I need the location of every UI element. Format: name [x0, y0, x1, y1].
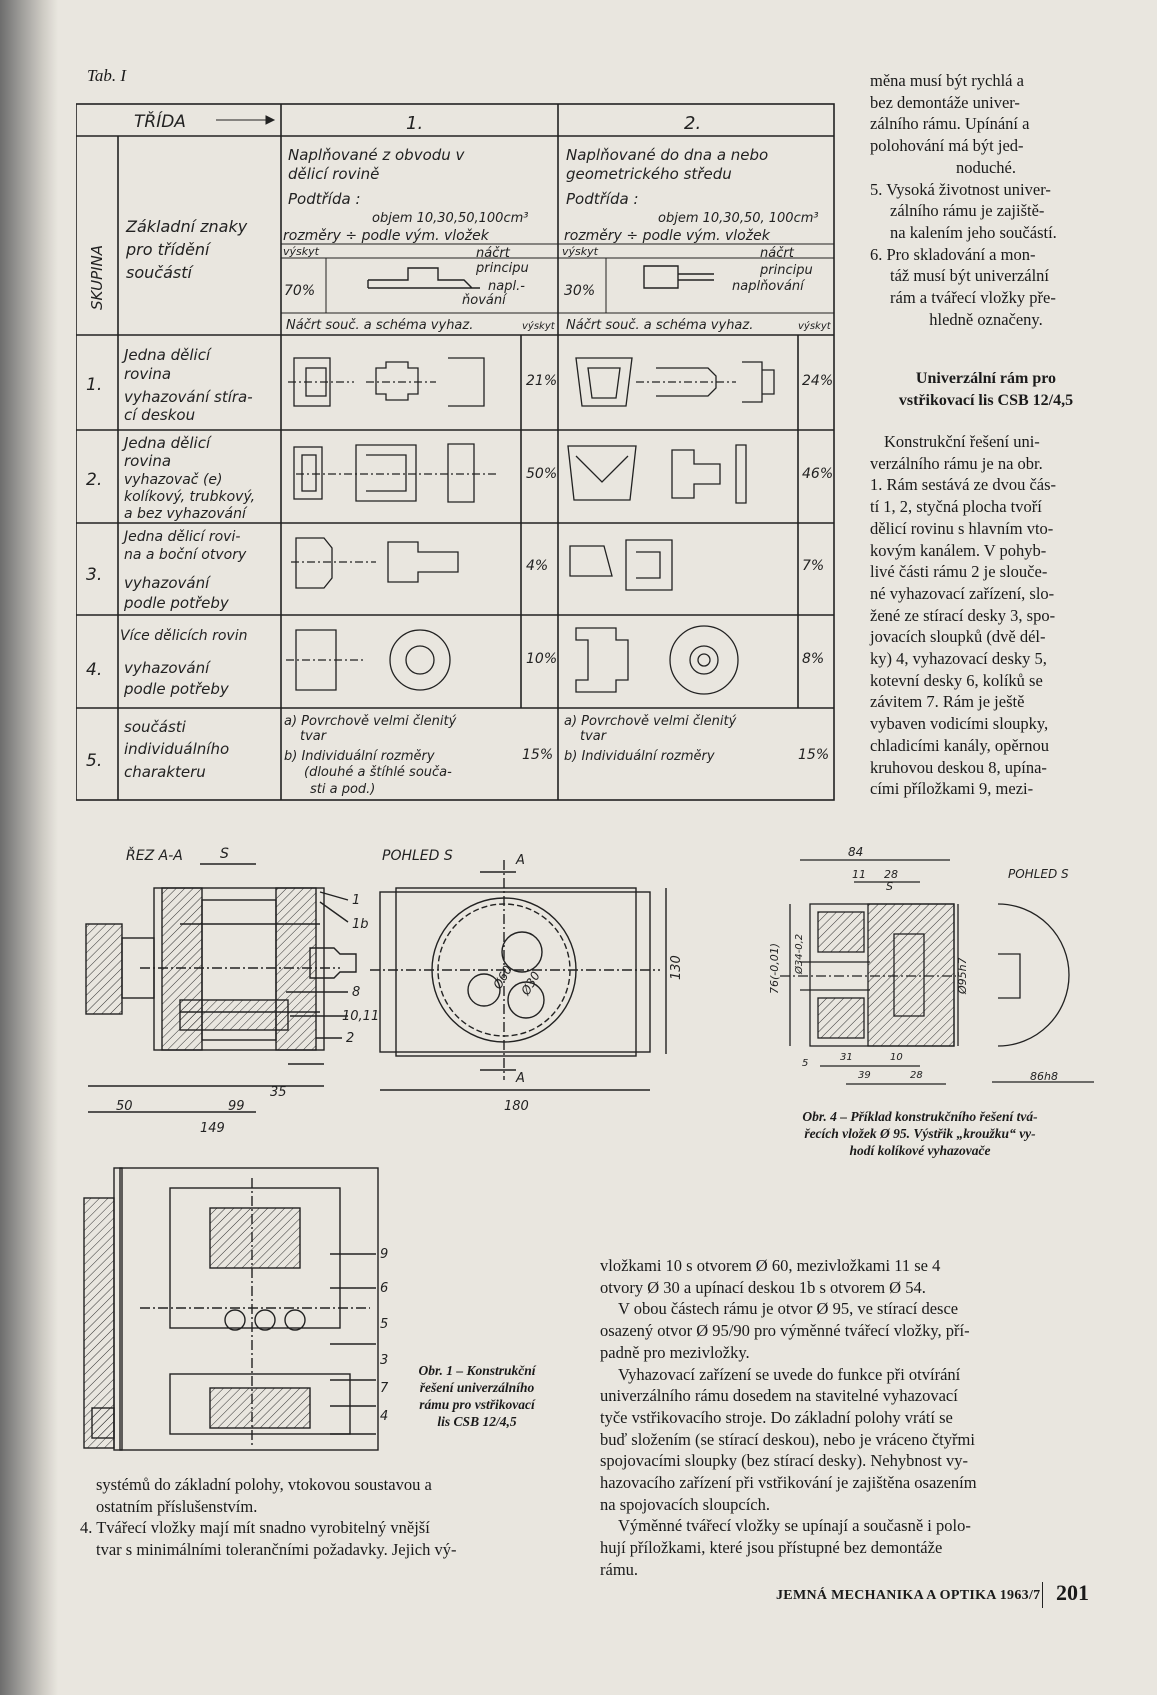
text-line: kovým kanálem. V pohyb- [870, 540, 1047, 560]
text-line: systémů do základní polohy, vtokovou soustavou a [96, 1475, 432, 1494]
row1-t3: vyhazování stíra- [124, 388, 253, 406]
fig4-dim-5: 5 [802, 1058, 809, 1069]
row5-c1-1: a) Povrchově velmi členitý [284, 714, 457, 729]
fig4-dim-11: 11 [852, 868, 866, 881]
footer-divider [1042, 1582, 1043, 1608]
text-line: jovacích sloupků (dvě dél- [870, 627, 1046, 647]
bottom-left-text [80, 1474, 572, 1561]
text-line: vložkami 10 s otvorem Ø 60, mezivložkami 11 se 4 [600, 1256, 941, 1275]
text-line: livé části rámu 2 je slouče- [870, 562, 1048, 582]
fig4-dim-s: S [886, 880, 893, 893]
fig1-label-8: 8 [352, 985, 361, 1000]
row5-c1-3: b) Individuální rozměry [284, 749, 435, 764]
c1-nacrt-souc: Náčrt souč. a schéma vyhaz. [286, 318, 474, 333]
section-heading [862, 368, 1110, 411]
text-line: tí 1, 2, styčná plocha tvoří [870, 497, 1042, 517]
row4-p2: 8% [802, 651, 825, 667]
fig4-dim-31: 31 [840, 1052, 853, 1063]
text-line: žené ze stírací desky 3, spo- [870, 605, 1056, 625]
text-line: závitem 7. Rám je ještě [870, 692, 1025, 712]
text-line: otvory Ø 30 a upínací deskou 1b s otvorem Ø 54. [600, 1277, 926, 1297]
journal-footer: JEMNÁ MECHANIKA A OPTIKA 1963/7 [776, 1588, 1041, 1603]
fig1-label-1b: 1b [352, 917, 369, 932]
c1-rozmery: rozměry ÷ podle vým. vložek [283, 228, 489, 244]
row2-p1: 50% [526, 466, 558, 482]
fig1-label-9: 9 [380, 1247, 389, 1262]
row5-t1: součásti [124, 718, 186, 736]
caption-line: hodí kolíkové vyhazovače [849, 1143, 991, 1158]
fig1-dim-130: 130 [669, 955, 684, 980]
fig1-dim-d60: Ø60 [490, 963, 515, 992]
fig1-label-7: 7 [380, 1381, 389, 1396]
header-col-2: 2. [684, 113, 702, 134]
text-line: spojovacími sloupky (bez stírací desky). Nehybnost vy- [600, 1451, 968, 1471]
row1-t2: rovina [124, 365, 172, 383]
row4-p1: 10% [526, 651, 558, 667]
text-line: hledně označeny. [929, 309, 1043, 329]
fig4-pohled: POHLED S [1008, 867, 1069, 881]
caption-line: Obr. 1 – Konstrukční [418, 1363, 536, 1378]
row1-p1: 21% [526, 373, 558, 389]
fig1-dim-50: 50 [116, 1099, 133, 1114]
c1-vyskyt-short: výskyt [522, 321, 555, 332]
c1-vyskyt: výskyt [283, 245, 319, 258]
row5-t2: individuálního [124, 740, 230, 758]
caption-line: rámu pro vstřikovací [419, 1397, 535, 1412]
right-col-para [870, 431, 1102, 800]
c2-rozmery: rozměry ÷ podle vým. vložek [564, 228, 770, 244]
bottom-right-text [600, 1255, 1092, 1581]
text-line: padně pro mezivložky. [600, 1342, 750, 1362]
row3-p2: 7% [802, 558, 825, 574]
c1-desc-2: dělicí rovině [288, 165, 380, 183]
row5-c2-3: b) Individuální rozměry [564, 749, 715, 764]
fig1-label-6: 6 [380, 1281, 389, 1296]
c1-podtrida: Podtřída : [288, 190, 361, 208]
text-line: na spojovacích sloupcích. [600, 1494, 770, 1514]
row-sketches [286, 358, 774, 694]
c1-nacrt-3: napl.- [488, 279, 525, 294]
row3-t3: vyhazování [124, 574, 210, 592]
text-line: na kalením jeho součástí. [890, 222, 1057, 242]
fig4-caption [745, 1108, 1095, 1159]
heading-line: Univerzální rám pro [915, 370, 1057, 387]
row2-t4: kolíkový, trubkový, [124, 489, 256, 505]
row1-num: 1. [86, 375, 103, 395]
text-line: noduché. [955, 157, 1017, 177]
row4-t2: vyhazování [124, 659, 210, 677]
text-line: kotevní desky 6, kolíků se [870, 670, 1043, 690]
c1-nacrt-4: ňování [462, 293, 506, 308]
fig1-pohled-label: POHLED S [382, 848, 453, 864]
fig4-dim-76: 76(-0,01) [768, 942, 781, 994]
fig4-dim-d95: Ø95h7 [956, 957, 969, 994]
fig4-dim-28: 28 [884, 868, 898, 881]
c2-podtrida: Podtřída : [566, 190, 639, 208]
text-line: tvar s minimálními tolerančními požadavky. Jejich vý- [96, 1540, 457, 1560]
text-line: hují příložkami, které jsou přístupné bez demontáže [600, 1538, 943, 1558]
c2-nacrt-3: naplňování [732, 279, 804, 294]
row5-c1-5: sti a pod.) [310, 782, 376, 797]
text-line: V obou částech rámu je otvor Ø 95, ve stírací desce [618, 1299, 959, 1319]
header-skupina: SKUPINA [88, 244, 106, 310]
row5-t3: charakteru [124, 763, 206, 781]
table-label: Tab. I [87, 66, 127, 85]
text-line: Výměnné tvářecí vložky se upínají a současně i polo- [618, 1516, 971, 1536]
criteria-line-1: Základní znaky [126, 217, 248, 236]
fig1-dim-35: 35 [270, 1085, 287, 1100]
c2-desc-1: Naplňované do dna a nebo [566, 146, 769, 164]
row4-t3: podle potřeby [124, 680, 229, 698]
row3-t1: Jedna dělicí rovi- [124, 529, 241, 545]
fig1-drawing-top [80, 840, 700, 1140]
text-line: táž musí být univerzální [890, 266, 1049, 286]
c2-desc-2: geometrického středu [566, 165, 732, 183]
header-col-1: 1. [406, 113, 424, 134]
fig1-label-10-11: 10,11 [342, 1009, 380, 1024]
heading-line: vstřikovací lis CSB 12/4,5 [898, 391, 1074, 409]
text-line: tyče vstřikovacího stroje. Do základní polohy vrátí se [600, 1407, 953, 1427]
row5-num: 5. [86, 751, 103, 771]
text-line: polohování má být jed- [870, 136, 1024, 156]
fig4-dim-28b: 28 [910, 1070, 923, 1081]
text-line: buď složením (se stírací deskou), nebo je vráceno čtyřmi [600, 1429, 975, 1449]
text-line: kruhovou deskou 8, upína- [870, 757, 1047, 777]
fig1-dim-99: 99 [228, 1099, 245, 1114]
fig1-a-top: A [516, 853, 525, 868]
text-line: 1. Rám sestává ze dvou čás- [870, 475, 1057, 495]
text-line: cími příložkami 9, mezi- [870, 779, 1034, 799]
text-line: bez demontáže univer- [870, 92, 1020, 112]
row2-t3: vyhazovač (e) [124, 472, 223, 488]
list-item-5: 5. Vysoká životnost univer- [870, 179, 1051, 199]
text-line: měna musí být rychlá a [870, 71, 1024, 90]
text-line: hazovacího zařízení při vstřikování je zajištěna osazením [600, 1473, 977, 1493]
row5-c2-1: a) Povrchově velmi členitý [564, 714, 737, 729]
row5-c2-2: tvar [580, 729, 607, 744]
fig4-dim-86: 86h8 [1030, 1070, 1058, 1083]
classification-table [76, 100, 836, 805]
text-line: né vyhazovací zařízení, slo- [870, 583, 1055, 603]
row2-num: 2. [86, 470, 103, 490]
fig4-dim-39: 39 [858, 1070, 871, 1081]
text-line: ostatním příslušenstvím. [96, 1496, 258, 1516]
row5-p2: 15% [798, 747, 830, 763]
text-line: rám a tvářecí vložky pře- [890, 288, 1056, 308]
row3-t4: podle potřeby [124, 594, 229, 612]
fig4-dim-84: 84 [848, 845, 864, 859]
list-item-6: 6. Pro skladování a mon- [870, 244, 1036, 264]
row1-p2: 24% [802, 373, 834, 389]
row2-t1: Jedna dělicí [124, 434, 211, 452]
text-line: chladicími kanály, opěrnou [870, 735, 1049, 755]
fig1-label-2: 2 [346, 1031, 355, 1046]
text-line: univerzálního rámu dosedem na stavitelné vyhazovací [600, 1386, 958, 1406]
row5-c1-2: tvar [300, 729, 327, 744]
row5-c1-4: (dlouhé a štíhlé souča- [304, 765, 452, 780]
c1-desc-1: Naplňované z obvodu v [288, 146, 465, 164]
fig1-dim-d30: Ø30 [518, 969, 543, 998]
caption-line: řecích vložek Ø 95. Výstřik „kroužku“ vy- [804, 1126, 1036, 1141]
caption-line: Obr. 4 – Příklad konstrukčního řešení tvá- [802, 1109, 1038, 1124]
page-number: 201 [1056, 1580, 1089, 1605]
row3-num: 3. [86, 565, 103, 585]
fig1-drawing-bottom [80, 1158, 400, 1458]
c2-nacrt-1: náčrt [760, 246, 794, 261]
fig4-dim-d34: Ø34-0,2 [794, 933, 805, 974]
text-line: Vyhazovací zařízení se uvede do funkce při otvírání [618, 1364, 961, 1384]
c2-vyskyt-short: výskyt [798, 321, 831, 332]
criteria-line-3: součástí [126, 263, 192, 282]
fig4-drawing [760, 844, 1105, 1089]
fig1-a-bottom: A [516, 1071, 525, 1086]
c2-pct-top: 30% [564, 283, 596, 299]
row3-p1: 4% [526, 558, 549, 574]
list-item-4: 4. Tvářecí vložky mají mít snadno vyrobitelný vnější [80, 1518, 430, 1538]
fig4-dim-10: 10 [890, 1052, 903, 1063]
criteria-line-2: pro třídění [126, 240, 210, 259]
fig1-label-4: 4 [380, 1409, 389, 1424]
text-line: zálního rámu. Upínání a [870, 114, 1030, 134]
fig1-rez-label: ŘEZ A-A [126, 848, 183, 864]
fig1-dim-149: 149 [200, 1121, 225, 1136]
text-line: vybaven vodicími sloupky, [870, 714, 1049, 734]
fig1-label-1: 1 [352, 893, 361, 908]
text-line: zálního rámu je zajiště- [890, 201, 1045, 221]
right-col-top [870, 70, 1102, 330]
c2-nacrt-2: principu [760, 263, 813, 278]
c2-vyskyt: výskyt [562, 245, 598, 258]
c1-nacrt-2: principu [476, 261, 529, 276]
text-line: verzálního rámu je na obr. [870, 453, 1043, 473]
text-line: Konstrukční řešení uni- [884, 432, 1040, 451]
row5-p1: 15% [522, 747, 554, 763]
caption-line: lis CSB 12/4,5 [437, 1414, 517, 1429]
header-trida: TŘÍDA [134, 112, 186, 132]
fig1-label-5: 5 [380, 1317, 389, 1332]
row1-t1: Jedna dělicí [124, 346, 211, 364]
row4-t1: Více dělicích rovin [120, 628, 248, 644]
caption-line: řešení univerzálního [419, 1380, 535, 1395]
text-line: dělicí rovinu s hlavním vto- [870, 518, 1054, 538]
c2-nacrt-souc: Náčrt souč. a schéma vyhaz. [566, 318, 754, 333]
c2-objem: objem 10,30,50, 100cm³ [658, 211, 819, 226]
row2-p2: 46% [802, 466, 834, 482]
text-line: ky) 4, vyhazovací desky 5, [870, 649, 1047, 669]
fig1-label-3: 3 [380, 1353, 389, 1368]
text-line: osazený otvor Ø 95/90 pro výměnné tvářecí vložky, pří- [600, 1321, 970, 1341]
row3-t2: na a boční otvory [124, 547, 247, 563]
c1-objem: objem 10,30,50,100cm³ [372, 211, 529, 226]
row2-t5: a bez vyhazování [124, 506, 246, 522]
fig1-caption [392, 1362, 562, 1430]
fig1-s-label: S [220, 846, 229, 862]
row1-t4: cí deskou [124, 406, 196, 424]
fig1-dim-180: 180 [504, 1099, 529, 1114]
row2-t2: rovina [124, 452, 172, 470]
row4-num: 4. [86, 660, 103, 680]
c1-pct-top: 70% [284, 283, 316, 299]
c1-nacrt-1: náčrt [476, 246, 510, 261]
page-gutter-shadow [0, 0, 58, 1695]
text-line: rámu. [600, 1559, 639, 1579]
